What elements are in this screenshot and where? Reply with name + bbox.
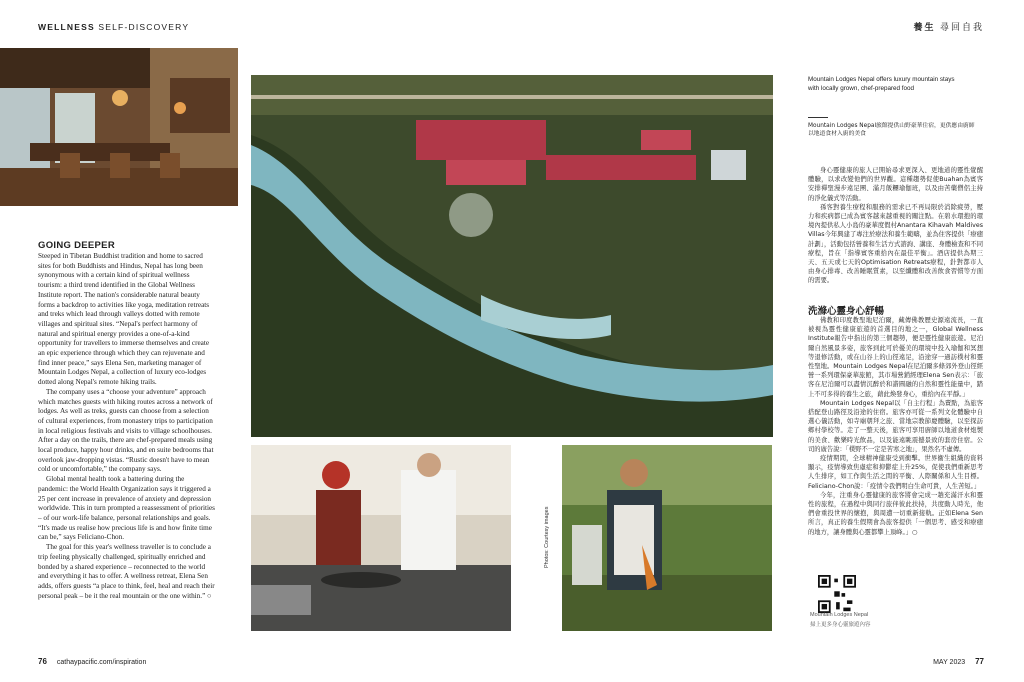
qr-label-zh: 掃上更多身心靈旅遊內容	[810, 622, 871, 628]
footer-left	[38, 657, 146, 666]
section-title: WELLNESS	[38, 22, 95, 32]
article-paragraph: The goal for this year's wellness traveller is to conclude a trip feeling physically challenged, spiritually enriched and bonded by a shared experience – reconnected to the world and everything it has to offer. A wellness retreat, Elena Sen adds, offers guests “a place to think, feel, heal and reach their personal peak – be it the real mountain or the one within.” ○	[38, 543, 215, 600]
article-paragraph: Steeped in Tibetan Buddhist tradition and home to sacred sites for both Buddhists and Hindus, Nepal has long been synonymous with a certain kind of spiritual wellness tourism: a third trend identified in the Global Wellness Institute report. The nation's considerable natural beauty forms a backdrop to activities like yoga, meditation retreats and treks which lead through valleys dotted with remote villages and spiritual sites. “Nepal's perfect harmony of natural and spiritual energy provides a one-of-a-kind opportunity for travellers to immerse themselves and create an epic experience through which they can rejuvenate and find inner peace,” says Elena Sen, marketing manager of Mountain Lodges Nepal, a collection of luxury eco-lodges dotted along Nepal's remote hiking trails.	[38, 252, 210, 387]
zh-paragraph: Mountain Lodges Nepal以「自主行程」為賣點，為旅客搭配登山路徑及沿途的住宿。旅客亦可從一系列文化體驗中自選心儀活動，如寺廟朝拜之旅、當地宗教節慶體驗，以至探訪鄉村學校等。走了一整天後，旅客可享用廚師以地道食材炮製的美食、歡樂時光飲品，以及能遠眺震撼景致的套房住宿。公司的廣告說：「樸野不一定是苦寒之地」，果然名不虛傳。	[808, 399, 983, 453]
qr-label-en: Mountain Lodges Nepal	[810, 612, 869, 618]
article-heading: GOING DEEPER	[38, 240, 115, 251]
zh-paragraph: 疫情期間，全球精神健康受到衝擊。世界衞生組織的資料顯示，疫情導致焦慮症和抑鬱症上升25%，促使我們重新思考人生排序，如工作與生活之間的平衡、人際關係和人生目標。Feliciano-Chon說：「疫情令我們明白生命可貴，人生苦短。」	[808, 455, 983, 490]
section-subtitle-zh: 尋回自我	[935, 22, 984, 32]
section-title-zh: 養生	[913, 22, 936, 32]
chefs-cooking-photo	[251, 445, 511, 631]
caption-divider	[808, 117, 828, 118]
qr-code[interactable]	[818, 575, 856, 613]
article-paragraph: Global mental health took a battering during the pandemic: the World Health Organization says it triggered a 25 per cent increase in prevalence of anxiety and depression worldwide. This in turn prompted a reassessment of priorities – of our work-life balance, personal relationships and goals. “It's made us realise how precious life is and how finite time can be,” says Feliciano-Chon.	[38, 475, 215, 542]
photo-caption-zh: Mountain Lodges Nepal旅館提供山野豪華住宿，更供應由廚師以地道食材入廚的美食	[808, 123, 975, 137]
page-number-left: 76	[38, 657, 47, 666]
zh-paragraph: 今年，注重身心靈健康的旅客將會完成一趟充滿汗水和靈性的旅程，在過程中與同行旅伴彼此扶持，共度動人時光，他們會重投世界的懷抱，與周遭一切重新接軌。正如Elena Sen所言，真正的養生假期會為旅客提供「一個思考、感受和療癒的地方，讓身體與心靈都攀上頂峰。」○	[808, 491, 983, 536]
aerial-lodge-photo	[251, 75, 773, 437]
section-subtitle: SELF-DISCOVERY	[94, 22, 190, 32]
section-header-zh	[913, 20, 984, 33]
zh-paragraph: 佛教和印度教聖地尼泊爾，藏傳佛教歷史源遠流長，一直被視為靈性健康旅遊的首選目的地之一，Global Wellness Institute報告中指出的第三個趨勢，便是靈性健康旅遊。尼泊爾自然風景多姿，旅客到此可於優美的環境中投入瑜伽和冥想等退修活動，或在山谷上的山徑遠足，沿途穿一過訪樸村和靈性聖地。Mountain Lodges Nepal在尼泊爾多條郊外登山徑經營一系列環保豪華旅館，其市場營銷經理Elena Sen表示：「旅客在尼泊爾可以盡情沉醉於和諧圓融的自然和靈性能量中，踏上不可多得的養生之旅，藉此煥發身心，重拾內在平靜。」	[808, 317, 983, 398]
zh-paragraph: 身心靈健康的旅人已開始尋求更深入、更地道的靈性覺醒體驗，以求改變他們的世界觀。這種趨勢促使Buahan為賓客安排禪聖漫步遠足團、滿月飯糰瑜伽班，以及由苦藥僧侶主持的淨化儀式等活動。	[808, 167, 983, 202]
lodge-interior-photo	[0, 48, 238, 206]
zh-body	[808, 316, 983, 537]
gardener-photo	[562, 445, 772, 631]
article-paragraph: The company uses a “choose your adventure” approach which matches guests with hiking routes across a network of lodges. As well as treks, guests can choose from a selection of cultural experiences, from monastery trips to participation in local religious festivals and visits to village schoolhouses. After a day on the trails, there are chef-prepared meals using local produce, happy hour drinks, and en suite bedrooms that overlook jaw-dropping vistas. “Rustic doesn't have to mean cold or uncomfortable,” the company says.	[38, 387, 214, 474]
issue-date: MAY 2023	[933, 659, 966, 666]
footer-url[interactable]: cathaypacific.com/inspiration	[56, 659, 147, 666]
section-header	[38, 22, 189, 32]
zh-intro	[808, 166, 983, 286]
zh-heading: 洗滌心靈身心舒暢	[808, 306, 885, 317]
photo-credit: Photos: Courtesy images	[544, 506, 550, 568]
footer-right	[933, 657, 984, 666]
page-number-right: 77	[975, 657, 984, 666]
zh-paragraph: 孫客對養生療程和服務的需求已不再局限於消除疲勞，壓力和疾病都已成為賓客越來越重視的關注點。在碧水環抱的環境內提供私人小島的豪華度假村Anantara Kihavah Maldives Villas今年興建了專注於療法和養生範疇，並為住客提供「療癒計劃」，活動包括營養和生活方式諮詢、講座、身體檢查和不同療程，旨在「指導賓客重拾內在最佳平衡」。酒店提供為期三天、五天或七天的Optimisation Retreats療程，針對都市人由身心排毒、改善睡眠質素，以至纖體和改善飲食習慣等方面的需要。	[808, 203, 983, 285]
photo-caption-en: Mountain Lodges Nepal offers luxury mountain stays with locally grown, chef-prepared food	[808, 76, 955, 92]
article-body	[38, 252, 215, 601]
